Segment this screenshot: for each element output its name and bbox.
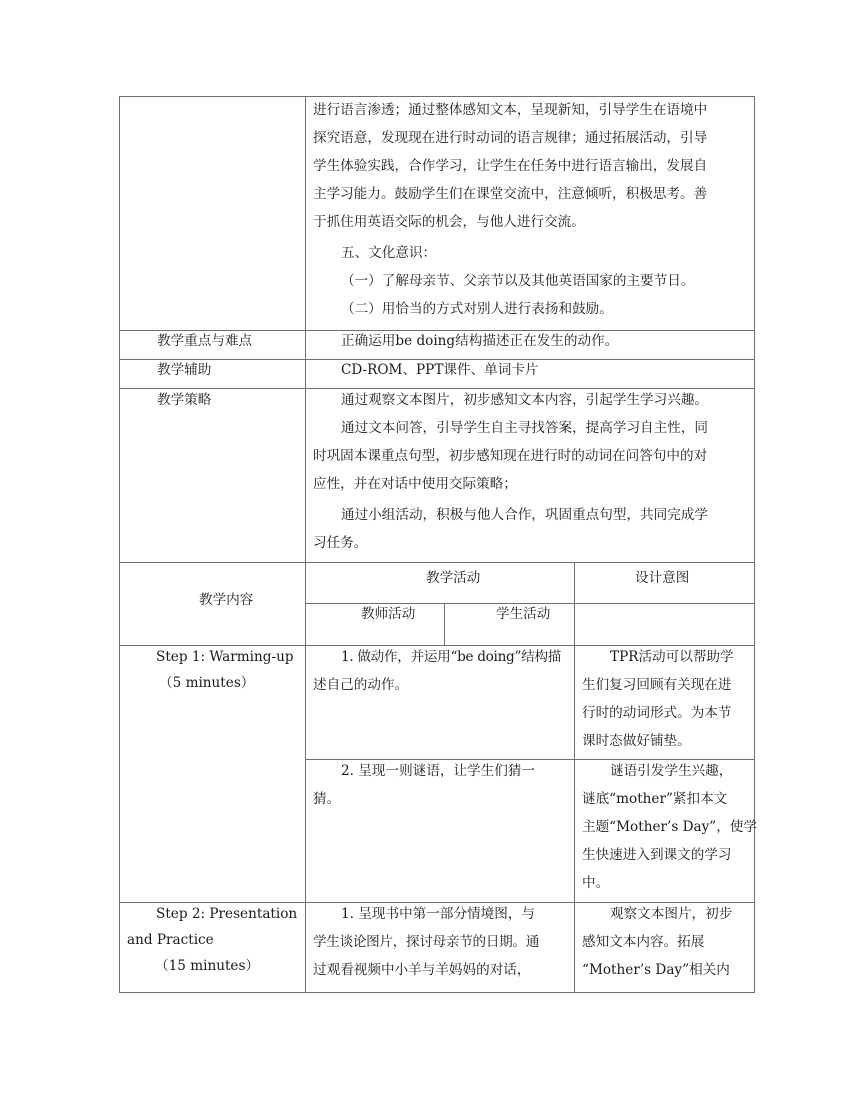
step1-intent-line: 谜底“mother”紧扣本文 [582,791,728,807]
header-intent-label: 设计意图 [635,570,690,586]
header-content-label: 教学内容 [199,592,254,608]
row-label-aids: 教学辅助 [157,362,212,378]
step1-intent-line: 生快速进入到课文的学习 [582,847,732,863]
header-activity-label: 教学活动 [426,570,481,586]
step1-intent-line: TPR活动可以帮助学 [610,649,734,665]
objective-text-line: 探究语意，发现现在进行时动词的语言规律；通过拓展活动，引导 [313,130,708,146]
row-label-strategy: 教学策略 [157,392,212,408]
strategy-text-line: 时巩固本课重点句型，初步感知现在进行时的动词在问答句中的对 [313,448,708,464]
table-left-border [119,96,120,993]
row-label-key-points: 教学重点与难点 [157,333,253,349]
table-bottom-border [119,992,754,993]
step2-activity-line: 学生谈论图片，探讨母亲节的日期。通 [313,934,539,950]
step1-intent-line: 课时态做好铺垫。 [582,733,691,749]
step2-intent-line: 感知文本内容。拓展 [582,934,705,950]
step1-intent-line: 行时的动词形式。为本节 [582,705,732,721]
step1-intent-line: 主题“Mother’s Day”，使学 [582,819,758,835]
step2-title: and Practice [127,932,214,948]
strategy-text-line: 应性，并在对话中使用交际策略； [313,476,517,492]
step1-duration: （5 minutes） [159,675,255,691]
strategy-text-line: 通过文本问答，引导学生自主寻找答案，提高学习自主性，同 [341,420,709,436]
objective-text-line: 进行语言渗透；通过整体感知文本，呈现新知，引导学生在语境中 [313,102,708,118]
step1-activity-line: 2. 呈现一则谜语，让学生们猜一 [341,763,536,779]
header-student-label: 学生活动 [496,606,551,622]
column-divider [305,96,306,993]
aids-content: CD-ROM、PPT课件、单词卡片 [341,362,539,378]
step1-activity-line: 述自己的动作。 [313,677,409,693]
step2-activity-line: 1. 呈现书中第一部分情境图，与 [341,906,536,922]
section-heading-culture: 五、文化意识： [341,245,437,261]
header-teacher-label: 教师活动 [361,606,416,622]
key-points-content: 正确运用be doing结构描述正在发生的动作。 [341,333,619,349]
step2-title: Step 2: Presentation [156,906,298,922]
strategy-text-line: 通过观察文本图片，初步感知文本内容，引起学生学习兴趣。 [341,392,709,408]
culture-item: （二）用恰当的方式对别人进行表扬和鼓励。 [341,301,613,317]
objective-text-line: 学生体验实践，合作学习，让学生在任务中进行语言输出，发展自 [313,158,708,174]
column-divider [574,562,575,993]
step1-activity-line: 猜。 [313,791,341,807]
strategy-text-line: 通过小组活动，积极与他人合作，巩固重点句型，共同完成学 [341,507,709,523]
row-divider [119,562,754,563]
objective-text-line: 于抓住用英语交际的机会，与他人进行交流。 [313,214,585,230]
step1-intent-line: 中。 [582,875,610,891]
step1-activity-line: 1. 做动作，并运用“be doing”结构描 [341,649,561,665]
column-divider [444,603,445,645]
step2-duration: （15 minutes） [155,958,260,974]
step1-intent-line: 谜语引发学生兴趣， [610,763,733,779]
objective-text-line: 主学习能力。鼓励学生们在课堂交流中，注意倾听，积极思考。善 [313,186,708,202]
table-right-border [754,96,755,993]
step2-intent-line: 观察文本图片，初步 [610,906,733,922]
step1-title: Step 1: Warming-up [156,649,294,665]
culture-item: （一）了解母亲节、父亲节以及其他英语国家的主要节日。 [341,273,695,289]
step2-activity-line: 过观看视频中小羊与羊妈妈的对话， [313,962,531,978]
step1-intent-line: 生们复习回顾有关现在进 [582,677,732,693]
step2-intent-line: “Mother’s Day”相关内 [582,962,730,978]
strategy-text-line: 习任务。 [313,535,368,551]
